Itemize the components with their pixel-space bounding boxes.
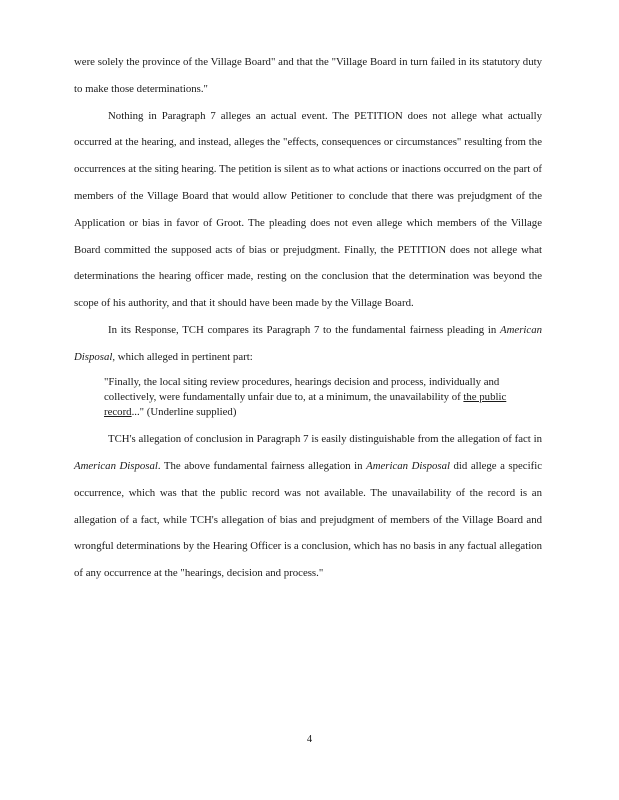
paragraph-text: TCH's allegation of conclusion in Paragraph 7 is easily distinguishable from the allegation of fact in — [108, 433, 542, 446]
paragraph-tch-response — [74, 317, 542, 371]
paragraph-1-continued: were solely the province of the Village Board" and that the "Village Board in turn failed in its statutory duty to make those determinations." — [74, 56, 542, 95]
block-quote — [104, 375, 508, 421]
quote-text: "Finally, the local siting review procedures, hearings decision and process, individually and collectively, were fundamentally unfair due to, at a minimum, the unavailability of — [104, 375, 500, 403]
paragraph-text: did allege a specific occurrence, which was that the public record was not available. The unavailability of the record is an allegation of a fact, while TCH's allegation of bias and prejudgment of members of the Village Board and wrongful determinations by the Hearing Officer is a conclusion, which has no basis in any factual allegation of any occurrence at the "hearings, decision and process." — [74, 459, 542, 580]
paragraph-nothing-in-paragraph-7: Nothing in Paragraph 7 alleges an actual event. The PETITION does not allege what actually occurred at the hearing, and instead, alleges the "effects, consequences or circumstances" resulting from the occurrences at the siting hearing. The petition is silent as to what actions or inactions occurred on the part of members of the Village Board that would allow Petitioner to conclude that there was prejudgment of the Application or bias in favor of Groot. The pleading does not even allege which members of the Village Board committed the supposed acts of bias or prejudgment. Finally, the PETITION does not allege what determinations the hearing officer made, resting on the conclusion that the determination was beyond the scope of his authority, and that it should have been made by the Village Board. — [74, 109, 542, 310]
case-name-american-disposal: American Disposal — [74, 323, 542, 363]
case-name-american-disposal: American Disposal — [366, 459, 450, 472]
paragraph-text: . The above fundamental fairness allegation in — [157, 459, 367, 472]
paragraph-text: In its Response, TCH compares its Paragraph 7 to the fundamental fairness pleading in — [108, 323, 501, 336]
paragraph-tch-allegation — [74, 426, 542, 587]
document-body — [74, 49, 542, 587]
paragraph-text: , which alleged in pertinent part: — [112, 350, 253, 363]
case-name-american-disposal: American Disposal — [74, 459, 158, 472]
page-number: 4 — [306, 734, 313, 745]
quote-underlined-text: the public record — [104, 390, 507, 418]
quote-text: ..." (Underline supplied) — [131, 405, 237, 418]
